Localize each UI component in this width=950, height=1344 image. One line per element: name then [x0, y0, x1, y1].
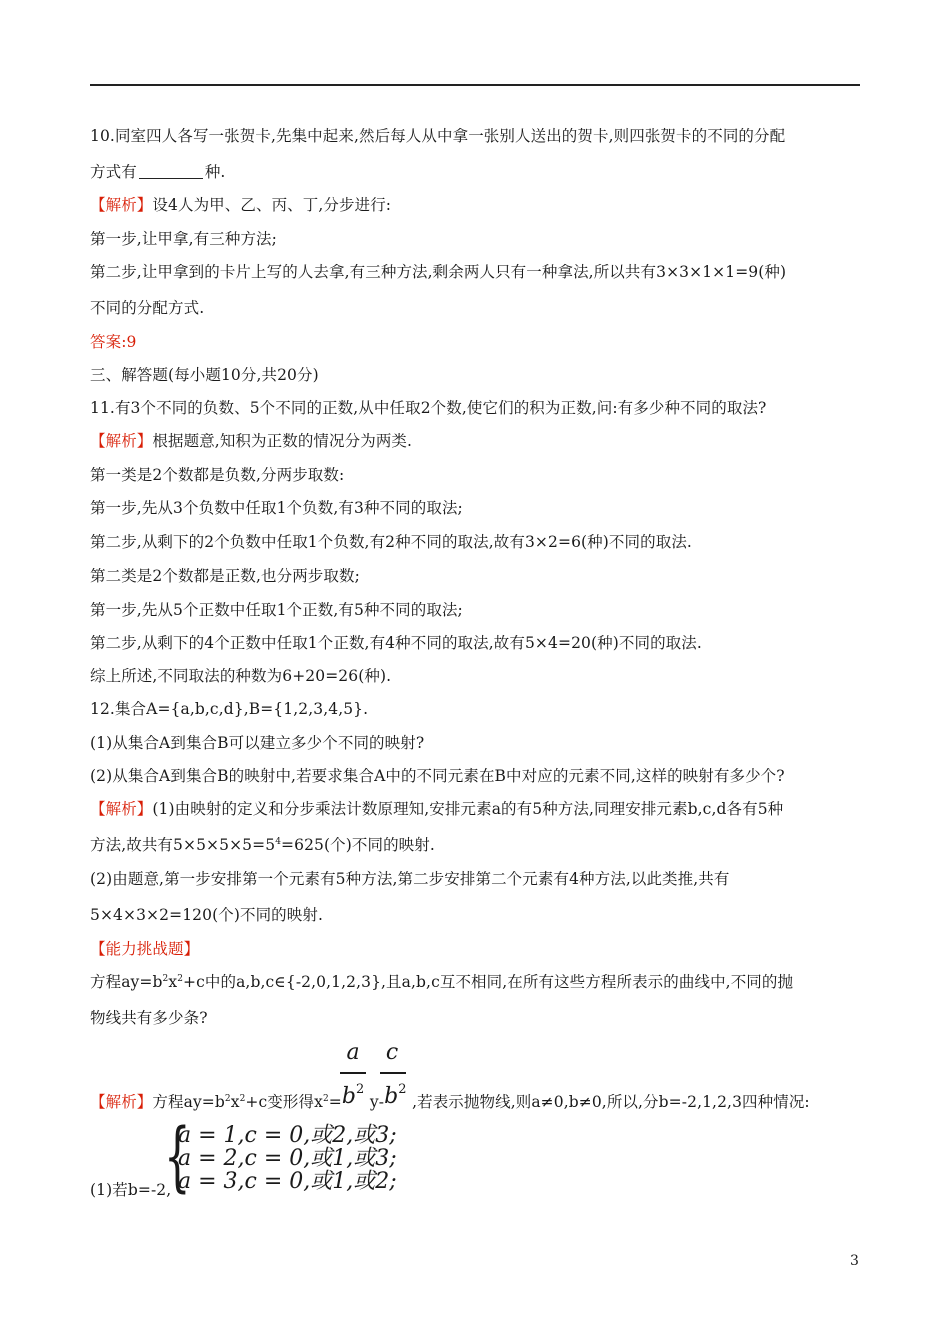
answer-blank: [139, 164, 203, 179]
q10-line2-a: 方式有: [90, 163, 137, 181]
q10-line2: [90, 162, 225, 182]
q11-analysis-text: 根据题意,知积为正数的情况分为两类.: [152, 432, 413, 450]
q11-line: 第二类是2个数都是正数,也分两步取数;: [90, 567, 360, 585]
text: 方法,故共有5×5×5×5=5: [90, 836, 276, 854]
q10-step2: 第二步,让甲拿到的卡片上写的人去拿,有三种方法,剩余两人只有一种拿法,所以共有3×3×1×1=9(种): [90, 263, 787, 281]
q11-line: 第二步,从剩下的4个正数中任取1个正数,有4种不同的取法,故有5×4=20(种)不同的取法.: [90, 634, 702, 652]
q11-line: 综上所述,不同取法的种数为6+20=26(种).: [90, 667, 392, 685]
case-row: a = 3,c = 0,或1,或2;: [178, 1169, 397, 1194]
fraction-a-denominator: [341, 1082, 370, 1109]
case-label: (1)若b=-2,: [90, 1181, 172, 1199]
text: +c中的a,b,c∈{-2,0,1,2,3},且a,b,c互不相同,在所有这些方程所表示的曲线中,不同的抛: [183, 973, 794, 991]
fraction-c-bar: [380, 1072, 406, 1074]
challenge-question-cont: 物线共有多少条?: [90, 1009, 208, 1027]
text: 方程ay=b: [90, 973, 163, 991]
case-row: a = 1,c = 0,或2,或3;: [178, 1123, 397, 1148]
text: =625(个)不同的映射.: [281, 836, 435, 854]
q11-line: 第一步,先从3个负数中任取1个负数,有3种不同的取法;: [90, 499, 463, 517]
q12-analysis-1-cont: [90, 835, 435, 855]
left-brace: {: [164, 1111, 191, 1200]
q11-analysis: [90, 431, 412, 451]
superscript: 2: [224, 1094, 231, 1104]
q10-line1: 10.同室四人各写一张贺卡,先集中起来,然后每人从中拿一张别人送出的贺卡,则四张贺卡的不同的分配: [90, 127, 786, 145]
text: ,若表示抛物线,则a≠0,b≠0,所以,分b=-2,1,2,3四种情况:: [412, 1093, 810, 1111]
q12-analysis-1: (1)由映射的定义和分步乘法计数原理知,安排元素a的有5种方法,同理安排元素b,c,d各有5种: [152, 800, 784, 818]
denominator-exponent: 2: [356, 1082, 365, 1097]
analysis-tag: 【解析】: [90, 1093, 153, 1111]
analysis-tag: 【解析】: [90, 800, 153, 818]
superscript: 4: [275, 837, 282, 847]
challenge-question: [90, 972, 793, 992]
denominator-letter: b: [384, 1084, 399, 1109]
denominator-letter: b: [341, 1084, 357, 1109]
header-rule: [90, 84, 860, 86]
q10-step2-cont: 不同的分配方式.: [90, 299, 205, 317]
superscript: 2: [162, 974, 169, 984]
denominator-exponent: 2: [398, 1082, 407, 1097]
q11-line: 第一步,先从5个正数中任取1个正数,有5种不同的取法;: [90, 601, 463, 619]
q10-analysis-text: 设4人为甲、乙、丙、丁,分步进行:: [152, 196, 392, 214]
fraction-c-numerator: c: [385, 1040, 399, 1065]
text: 方程ay=b: [152, 1093, 225, 1111]
text: +c变形得x: [245, 1093, 323, 1111]
challenge-solution: [90, 1082, 810, 1112]
section-heading: 三、解答题(每小题10分,共20分): [90, 366, 319, 384]
q11-line: 第一类是2个数都是负数,分两步取数:: [90, 466, 345, 484]
fraction-c-denominator: [384, 1082, 412, 1109]
superscript: 2: [322, 1094, 329, 1104]
q11-question: 11.有3个不同的负数、5个不同的正数,从中任取2个数,使它们的积为正数,问:有多少种不同的取法?: [90, 399, 767, 417]
text: y-: [369, 1093, 385, 1111]
q12-part1: (1)从集合A到集合B可以建立多少个不同的映射?: [90, 734, 425, 752]
q12-question: 12.集合A={a,b,c,d},B={1,2,3,4,5}.: [90, 700, 369, 718]
q10-answer: 答案:9: [90, 333, 137, 351]
text: x: [168, 973, 178, 991]
text: x: [230, 1093, 240, 1111]
q12-analysis: [90, 799, 783, 819]
text: =: [328, 1093, 342, 1111]
q10-line2-b: 种.: [204, 163, 226, 181]
superscript: 2: [177, 974, 184, 984]
page-number: 3: [850, 1253, 859, 1269]
analysis-tag: 【解析】: [90, 196, 153, 214]
challenge-tag: 【能力挑战题】: [90, 940, 200, 958]
q12-part2: (2)从集合A到集合B的映射中,若要求集合A中的不同元素在B中对应的元素不同,这样的映射有多少个?: [90, 767, 785, 785]
case-row: a = 2,c = 0,或1,或3;: [178, 1146, 397, 1171]
analysis-tag: 【解析】: [90, 432, 153, 450]
q12-analysis-2: (2)由题意,第一步安排第一个元素有5种方法,第二步安排第二个元素有4种方法,以此类推,共有: [90, 870, 730, 888]
q11-line: 第二步,从剩下的2个负数中任取1个负数,有2种不同的取法,故有3×2=6(种)不同的取法.: [90, 533, 692, 551]
superscript: 2: [239, 1094, 246, 1104]
q10-step1: 第一步,让甲拿,有三种方法;: [90, 230, 277, 248]
q10-analysis: [90, 195, 391, 215]
q12-analysis-2-cont: 5×4×3×2=120(个)不同的映射.: [90, 906, 324, 924]
fraction-a-numerator: a: [346, 1040, 360, 1065]
fraction-a-bar: [340, 1072, 366, 1074]
